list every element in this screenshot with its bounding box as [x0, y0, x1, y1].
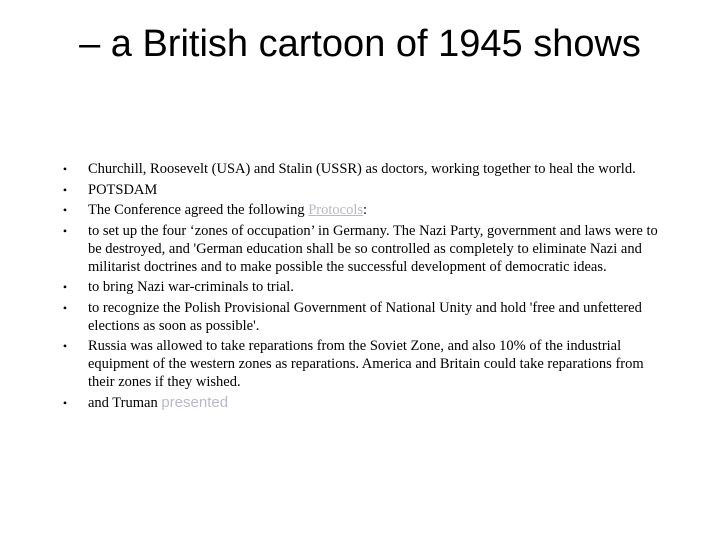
- bullet-text: Churchill, Roosevelt (USA) and Stalin (USSR) as doctors, working together to heal the world.: [88, 161, 636, 177]
- bullet-dot: •: [62, 339, 68, 353]
- bullet-item: [60, 222, 670, 276]
- bullet-text: to bring Nazi war-criminals to trial.: [88, 279, 294, 295]
- bullet-dot: •: [62, 182, 68, 197]
- bullet-item: [60, 201, 670, 219]
- bullet-item: [60, 181, 670, 199]
- bullet-dot: •: [62, 300, 68, 315]
- slide-title: – a British cartoon of 1945 shows: [79, 23, 641, 65]
- protocols-link[interactable]: Protocols: [308, 202, 364, 218]
- bullet-item: [60, 394, 670, 412]
- bullet-item: [60, 160, 670, 178]
- bullet-dot: •: [62, 223, 68, 238]
- faded-text: presented: [161, 393, 229, 411]
- bullet-dot: •: [62, 203, 68, 217]
- bullet-text-suffix: :: [363, 202, 368, 218]
- bullet-text: Russia was allowed to take reparations from the Soviet Zone, and also 10% of the industrial equipment of the western zones as reparations. America and Britain could take reparations from their zones if they wished.: [88, 338, 644, 390]
- bullet-text: to set up the four ‘zones of occupation’ in Germany. The Nazi Party, government and laws were to be destroyed, and 'German education shall be so controlled as completely to eliminate Nazi and militarist doctrines and to make possible the successful development of democratic ideas.: [88, 222, 658, 275]
- bullet-item: [60, 299, 670, 335]
- bullet-dot: •: [62, 280, 68, 294]
- bullet-dot: •: [62, 395, 68, 410]
- bullet-dot: •: [62, 162, 68, 176]
- bullet-text: and Truman: [88, 394, 162, 411]
- bullet-text: POTSDAM: [88, 181, 158, 198]
- bullet-list: [60, 160, 670, 414]
- bullet-text: The Conference agreed the following: [88, 202, 309, 218]
- bullet-item: [60, 337, 670, 391]
- bullet-text: to recognize the Polish Provisional Government of National Unity and hold 'free and unfettered elections as soon as possible'.: [88, 299, 642, 334]
- bullet-item: [60, 278, 670, 296]
